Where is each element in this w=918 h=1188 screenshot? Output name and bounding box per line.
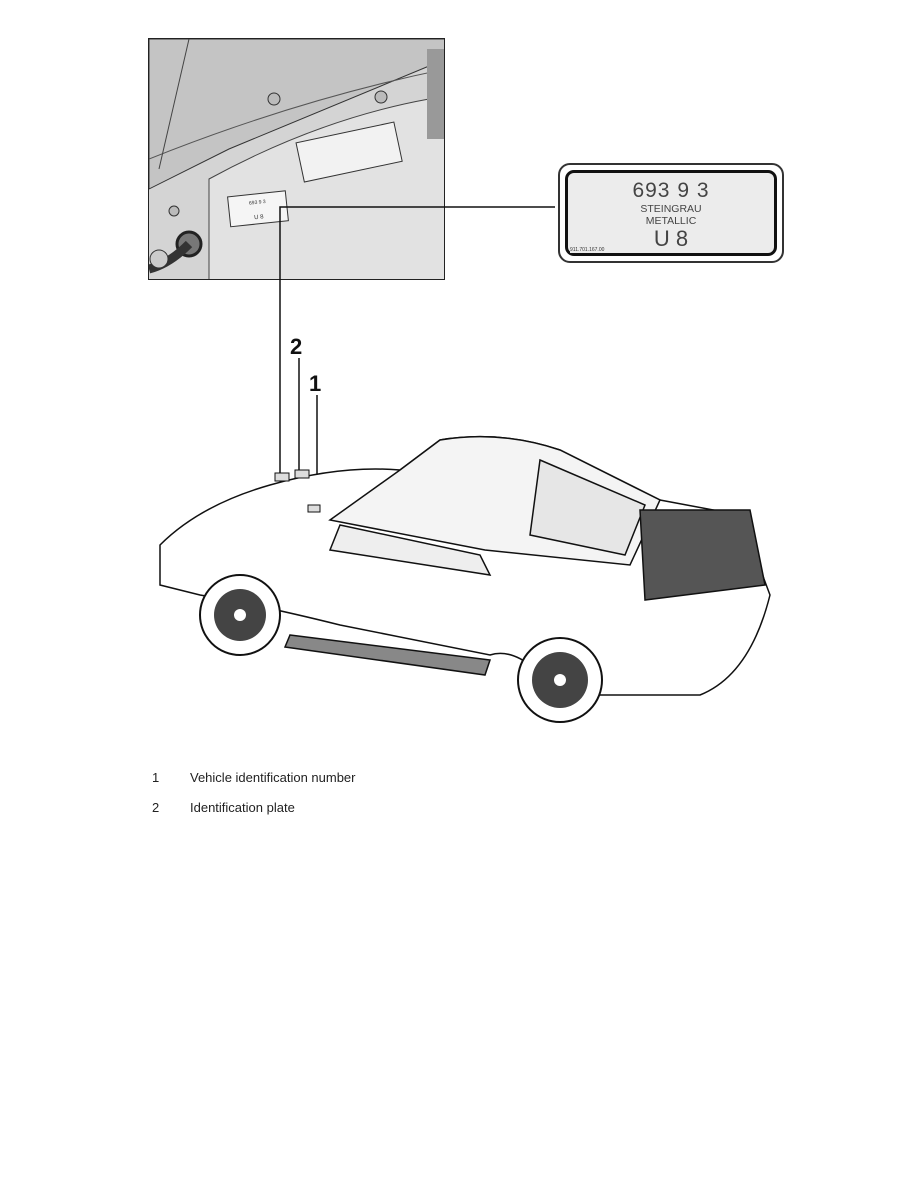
identification-plate-enlarged [558,163,784,263]
part-number: 911.701.167.00 [570,247,605,253]
legend-number: 1 [152,770,160,785]
front-wheel [200,575,280,655]
vin-marker [308,505,320,512]
identification-plate-marker [275,473,289,481]
color-name-line2: METALLIC [645,215,697,227]
callout-1: 1 [309,371,322,396]
color-name-line1: STEINGRAU [640,203,702,215]
identification-plate-marker-2 [295,470,309,478]
car-illustration [140,425,790,725]
svg-text:693 9 3: 693 9 3 [248,198,266,207]
legend-number: 2 [152,800,160,815]
callout-2: 2 [290,334,303,359]
rear-wheel [518,638,602,722]
svg-text:U 8: U 8 [253,214,264,222]
legend [152,770,552,830]
legend-text: Identification plate [190,800,295,815]
interior-code: U 8 [653,226,689,251]
legend-text: Vehicle identification number [190,770,356,785]
paint-code: 693 9 3 [632,179,710,202]
